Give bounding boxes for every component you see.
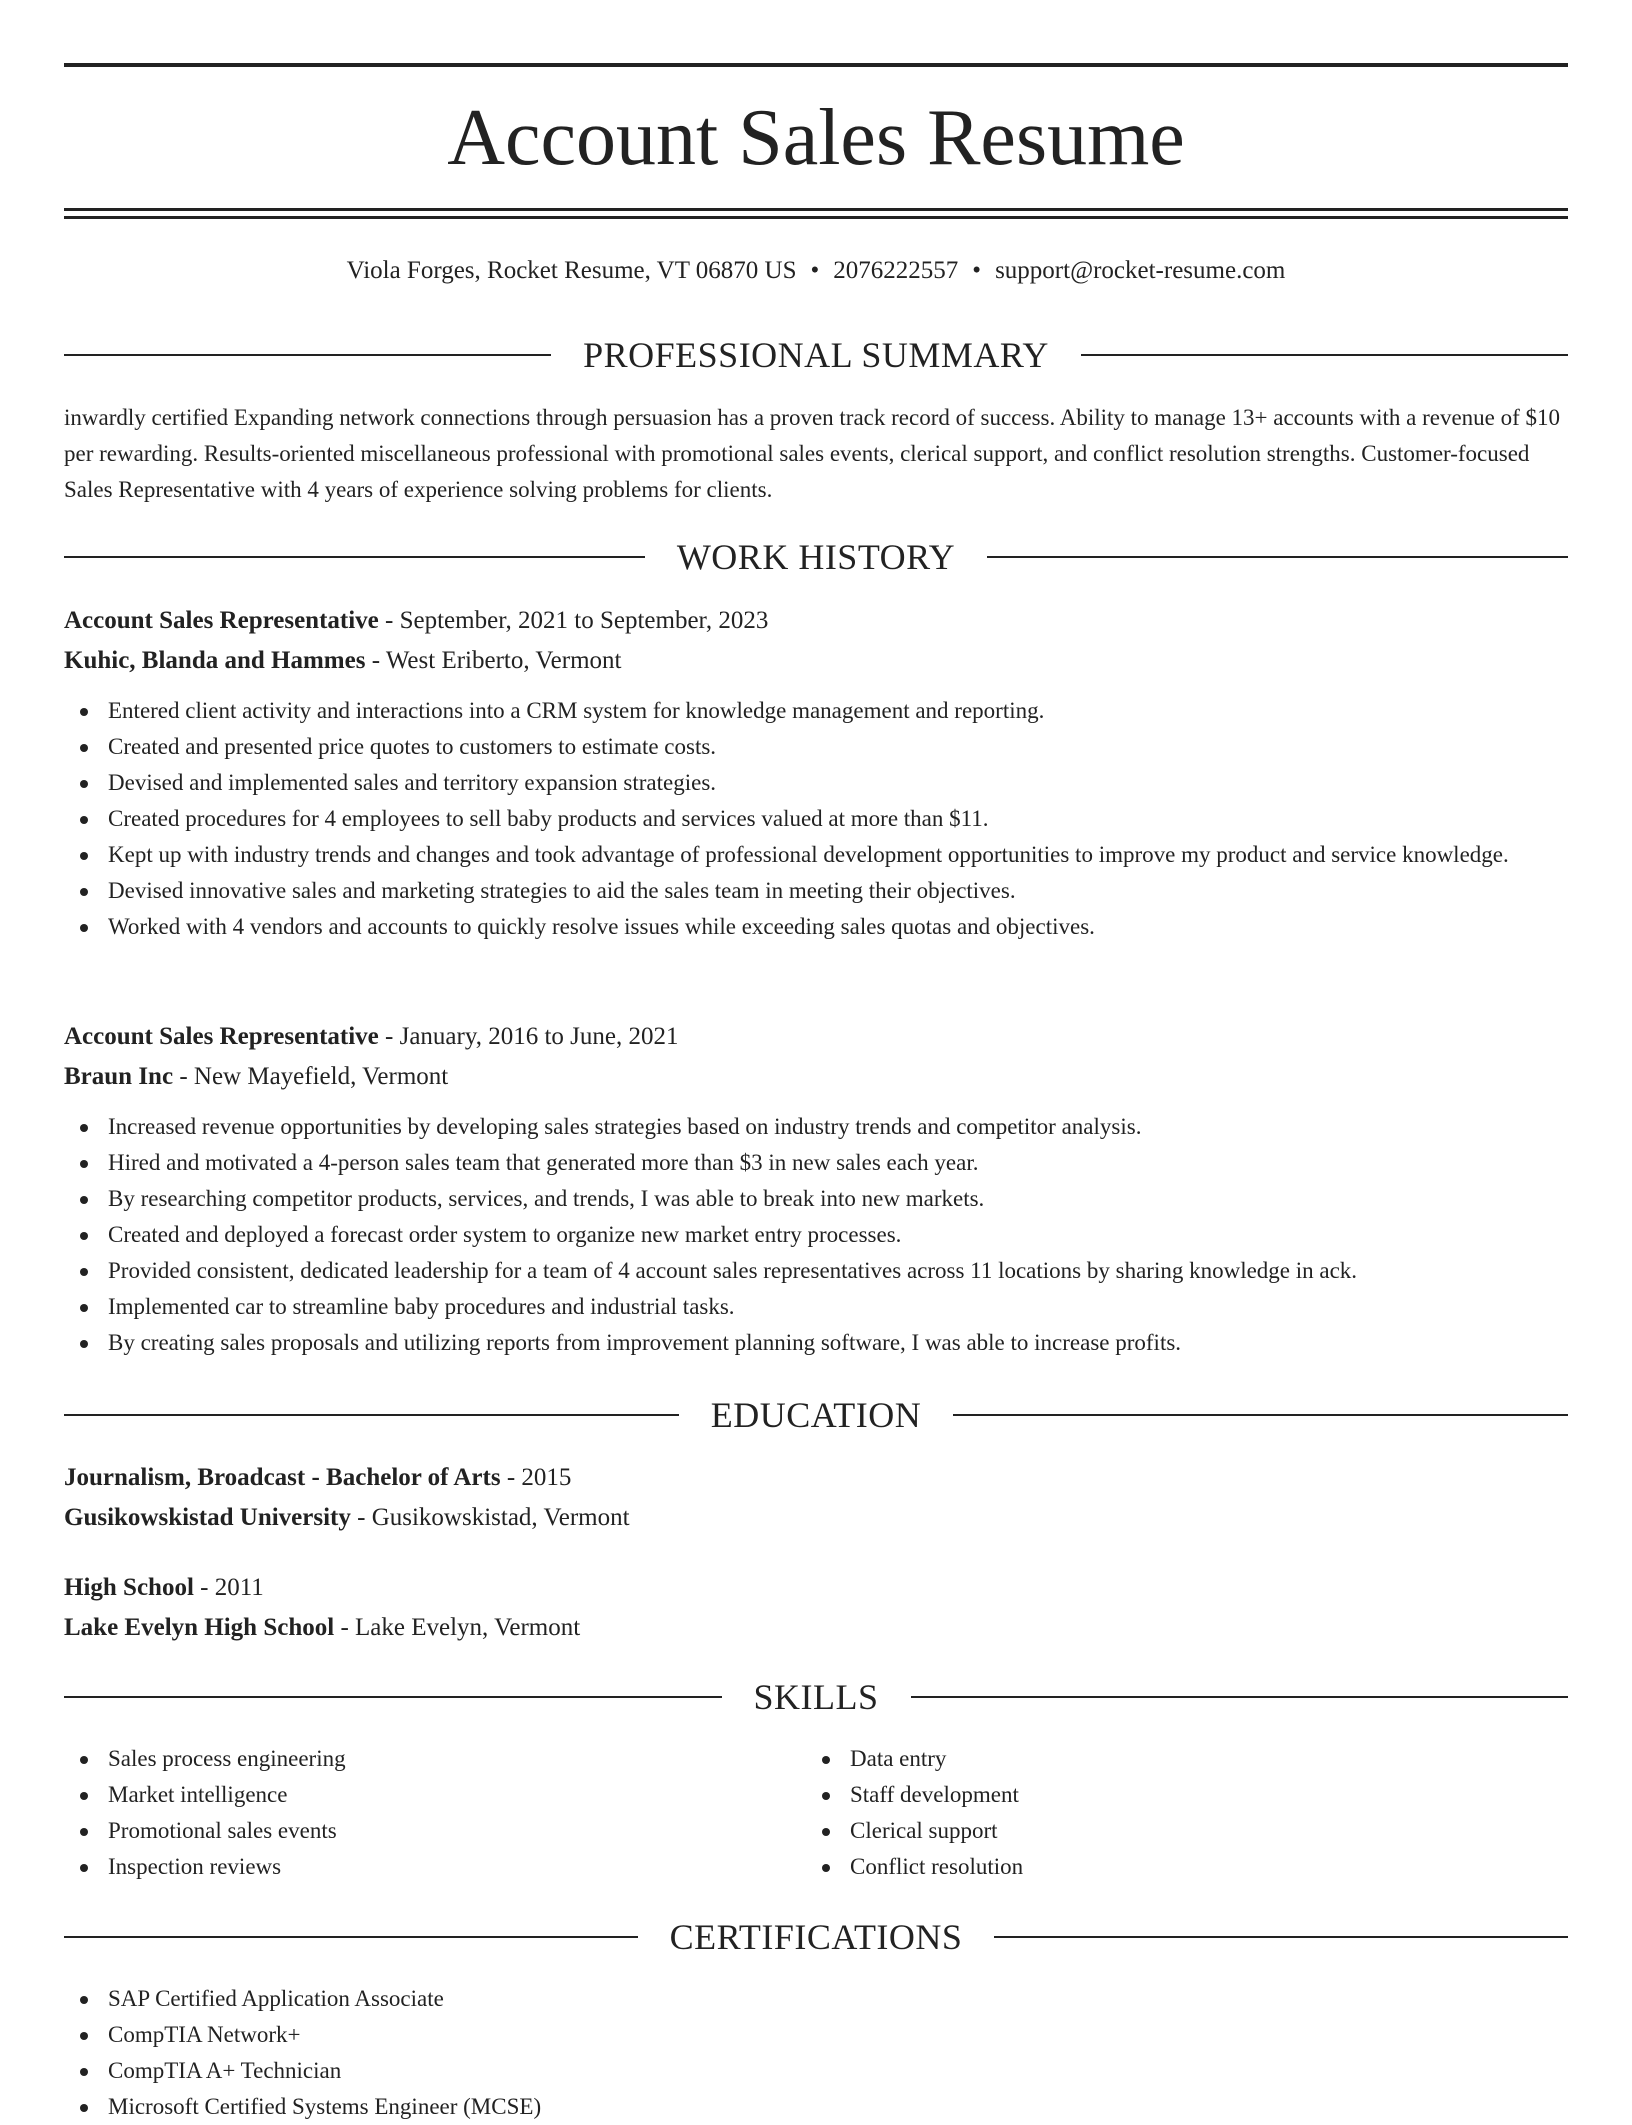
section-rule-right	[1081, 354, 1568, 356]
section-title: WORK HISTORY	[676, 537, 956, 577]
skill-item: Conflict resolution	[806, 1849, 1506, 1885]
contact-phone: 2076222557	[833, 257, 959, 284]
school-location: - Gusikowskistad, Vermont	[350, 1504, 630, 1531]
school-location: - Lake Evelyn, Vermont	[334, 1614, 581, 1641]
header-bottom-rule-double	[64, 216, 1568, 219]
list-item: Hired and motivated a 4-person sales team that generated more than $3 in new sales each year.	[64, 1145, 1568, 1181]
header-top-rule	[64, 63, 1568, 67]
list-item: By researching competitor products, services, and trends, I was able to break into new markets.	[64, 1181, 1568, 1217]
school: Lake Evelyn High School	[64, 1614, 335, 1641]
list-item: Devised and implemented sales and territory expansion strategies.	[64, 765, 1568, 801]
skills-list-right	[806, 1741, 1506, 1885]
section-rule-left	[64, 1936, 638, 1938]
list-item: By creating sales proposals and utilizing reports from improvement planning software, I was able to increase profits.	[64, 1325, 1568, 1361]
school-line	[64, 1498, 1568, 1538]
job-title-line	[64, 1017, 1568, 1057]
list-item: Created and presented price quotes to customers to estimate costs.	[64, 729, 1568, 765]
list-item: Kept up with industry trends and changes and took advantage of professional development opportunities to improve my product and service knowledge.	[64, 837, 1568, 873]
degree-line	[64, 1458, 1568, 1498]
job-bullets	[64, 693, 1568, 945]
job-location: - West Eriberto, Vermont	[365, 647, 622, 674]
contact-email: support@rocket-resume.com	[995, 257, 1286, 284]
job-title: Account Sales Representative	[64, 607, 379, 634]
section-header-work-history	[64, 537, 1568, 577]
job-company: Braun Inc	[64, 1063, 174, 1090]
contact-separator: •	[810, 257, 820, 284]
skill-item: Sales process engineering	[64, 1741, 764, 1777]
list-item: Created and deployed a forecast order system to organize new market entry processes.	[64, 1217, 1568, 1253]
header-bottom-rule	[64, 208, 1568, 211]
contact-separator: •	[972, 257, 982, 284]
skill-item: Inspection reviews	[64, 1849, 764, 1885]
section-rule-left	[64, 1414, 679, 1416]
job-company-line	[64, 1057, 1568, 1097]
job-title: Account Sales Representative	[64, 1023, 379, 1050]
section-header-summary	[64, 335, 1568, 375]
list-item: Created procedures for 4 employees to sell baby products and services valued at more than $11.	[64, 801, 1568, 837]
section-header-skills	[64, 1677, 1568, 1717]
education-entry	[64, 1568, 1568, 1648]
list-item: Provided consistent, dedicated leadership for a team of 4 account sales representatives across 11 locations by sharing knowledge in ack.	[64, 1253, 1568, 1289]
section-rule-right	[994, 1936, 1568, 1938]
section-rule-left	[64, 1696, 722, 1698]
job-location: - New Mayefield, Vermont	[173, 1063, 449, 1090]
contact-address: Viola Forges, Rocket Resume, VT 06870 US	[346, 257, 797, 284]
job-bullets	[64, 1109, 1568, 1361]
section-title: SKILLS	[753, 1677, 879, 1717]
degree: Journalism, Broadcast - Bachelor of Arts	[64, 1464, 501, 1491]
skill-item: Staff development	[806, 1777, 1506, 1813]
list-item: Devised innovative sales and marketing strategies to aid the sales team in meeting their objectives.	[64, 873, 1568, 909]
certifications-list	[64, 1981, 1568, 2125]
job-entry	[64, 1017, 1568, 1361]
resume-title: Account Sales Resume	[447, 94, 1185, 182]
skill-item: Clerical support	[806, 1813, 1506, 1849]
section-rule-right	[987, 556, 1568, 558]
skill-item: Market intelligence	[64, 1777, 764, 1813]
job-dates: - September, 2021 to September, 2023	[378, 607, 769, 634]
certification-item: SAP Certified Application Associate	[64, 1981, 1568, 2017]
section-header-education	[64, 1395, 1568, 1435]
section-title: EDUCATION	[710, 1395, 922, 1435]
certification-item: CompTIA Network+	[64, 2017, 1568, 2053]
job-title-line	[64, 601, 1568, 641]
job-company: Kuhic, Blanda and Hammes	[64, 647, 366, 674]
contact-line	[64, 254, 1568, 288]
certification-item: CompTIA A+ Technician	[64, 2053, 1568, 2089]
degree-line	[64, 1568, 1568, 1608]
list-item: Worked with 4 vendors and accounts to quickly resolve issues while exceeding sales quotas and objectives.	[64, 909, 1568, 945]
job-entry	[64, 601, 1568, 945]
section-rule-right	[911, 1696, 1569, 1698]
certification-item: Microsoft Certified Systems Engineer (MCSE)	[64, 2089, 1568, 2125]
list-item: Implemented car to streamline baby procedures and industrial tasks.	[64, 1289, 1568, 1325]
degree: High School	[64, 1574, 194, 1601]
education-entry	[64, 1458, 1568, 1538]
job-company-line	[64, 641, 1568, 681]
section-title: CERTIFICATIONS	[669, 1917, 963, 1957]
skill-item: Promotional sales events	[64, 1813, 764, 1849]
skills-list-left	[64, 1741, 764, 1885]
section-title: PROFESSIONAL SUMMARY	[583, 335, 1049, 375]
section-rule-left	[64, 556, 645, 558]
list-item: Increased revenue opportunities by developing sales strategies based on industry trends and competitor analysis.	[64, 1109, 1568, 1145]
skill-item: Data entry	[806, 1741, 1506, 1777]
school-line	[64, 1608, 1568, 1648]
section-header-certifications	[64, 1917, 1568, 1957]
degree-year: - 2011	[193, 1574, 264, 1601]
degree-year: - 2015	[500, 1464, 572, 1491]
list-item: Entered client activity and interactions into a CRM system for knowledge management and reporting.	[64, 693, 1568, 729]
section-rule-left	[64, 354, 551, 356]
job-dates: - January, 2016 to June, 2021	[378, 1023, 679, 1050]
section-rule-right	[953, 1414, 1568, 1416]
school: Gusikowskistad University	[64, 1504, 351, 1531]
summary-text: inwardly certified Expanding network connections through persuasion has a proven track record of success. Ability to manage 13+ accounts with a revenue of $10 per rewarding. Results-oriented miscellaneous professional with promotional sales events, clerical support, and conflict resolution strengths. Customer-focused Sales Representative with 4 years of experience solving problems for clients.	[64, 405, 1561, 502]
